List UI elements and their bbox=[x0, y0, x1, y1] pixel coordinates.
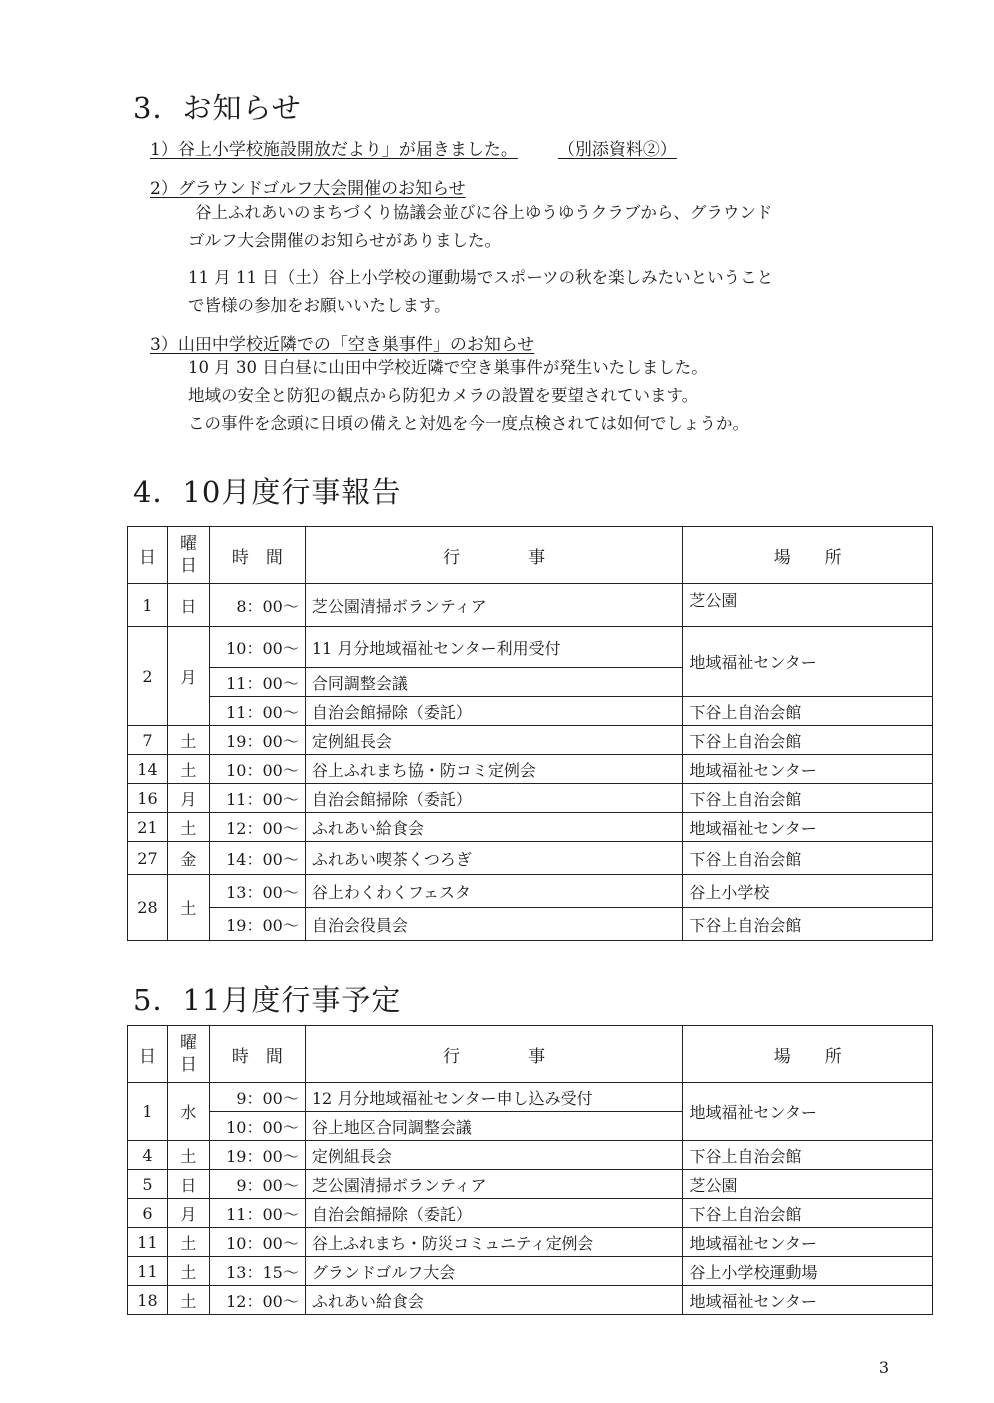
notice-2-line: で皆様の参加をお願いいたします。 bbox=[188, 296, 451, 315]
cell-time: 11：00～ bbox=[209, 668, 305, 697]
cell-place: 地域福祉センター bbox=[683, 627, 933, 697]
cell-event: 合同調整会議 bbox=[305, 668, 683, 697]
cell-time: 14：00～ bbox=[209, 842, 305, 875]
table-row bbox=[128, 908, 933, 941]
page-number: 3 bbox=[878, 1358, 889, 1377]
notice-1 bbox=[150, 135, 677, 160]
cell-weekday: 土 bbox=[167, 726, 209, 755]
cell-weekday: 土 bbox=[167, 1228, 209, 1257]
notice-2-line: 11 月 11 日（土）谷上小学校の運動場でスポーツの秋を楽しみたいということ bbox=[188, 268, 774, 287]
cell-place: 下谷上自治会館 bbox=[683, 784, 933, 813]
cell-event: 自治会館掃除（委託） bbox=[305, 784, 683, 813]
cell-event: 谷上ふれまち・防災コミュニティ定例会 bbox=[305, 1228, 683, 1257]
october-report-table bbox=[127, 526, 933, 941]
cell-event: 定例組長会 bbox=[305, 1141, 683, 1170]
cell-day: 18 bbox=[128, 1286, 168, 1315]
notice-3-line: 地域の安全と防犯の観点から防犯カメラの設置を要望されています。 bbox=[188, 386, 699, 405]
cell-day: 16 bbox=[128, 784, 168, 813]
header-weekday: 曜 日 bbox=[167, 1026, 209, 1083]
table-row bbox=[128, 1286, 933, 1315]
table-row bbox=[128, 1170, 933, 1199]
header-weekday: 曜 日 bbox=[167, 527, 209, 584]
cell-place: 地域福祉センター bbox=[683, 755, 933, 784]
cell-time: 9：00～ bbox=[209, 1083, 305, 1112]
cell-event: 谷上わくわくフェスタ bbox=[305, 875, 683, 908]
cell-weekday: 土 bbox=[167, 813, 209, 842]
table-row bbox=[128, 784, 933, 813]
cell-day: 11 bbox=[128, 1228, 168, 1257]
notice-2-line: ゴルフ大会開催のお知らせがありました。 bbox=[188, 231, 502, 250]
cell-weekday: 金 bbox=[167, 842, 209, 875]
table-row bbox=[128, 1141, 933, 1170]
header-time: 時 間 bbox=[209, 527, 305, 584]
cell-time: 13：15～ bbox=[209, 1257, 305, 1286]
cell-weekday: 月 bbox=[167, 1199, 209, 1228]
cell-weekday: 月 bbox=[167, 784, 209, 813]
cell-time: 12：00～ bbox=[209, 1286, 305, 1315]
cell-place: 谷上小学校 bbox=[683, 875, 933, 908]
cell-weekday: 土 bbox=[167, 1257, 209, 1286]
cell-time: 10：00～ bbox=[209, 1112, 305, 1141]
cell-place: 下谷上自治会館 bbox=[683, 726, 933, 755]
cell-time: 13：00～ bbox=[209, 875, 305, 908]
section3-title: 3．お知らせ bbox=[133, 91, 302, 125]
table-row bbox=[128, 1083, 933, 1112]
cell-event: ふれあい給食会 bbox=[305, 1286, 683, 1315]
section4-title: 4．10月度行事報告 bbox=[133, 475, 402, 509]
cell-time: 12：00～ bbox=[209, 813, 305, 842]
cell-time: 10：00～ bbox=[209, 755, 305, 784]
table-row bbox=[128, 726, 933, 755]
cell-time: 9：00～ bbox=[209, 1170, 305, 1199]
table-row bbox=[128, 697, 933, 726]
cell-time: 19：00～ bbox=[209, 726, 305, 755]
notice-3-label: 3）山田中学校近隣での「空き巣事件」のお知らせ bbox=[150, 335, 535, 355]
cell-place: 下谷上自治会館 bbox=[683, 697, 933, 726]
cell-day: 21 bbox=[128, 813, 168, 842]
table-header bbox=[128, 1026, 933, 1083]
cell-day: 1 bbox=[128, 584, 168, 627]
cell-weekday: 土 bbox=[167, 755, 209, 784]
cell-day: 27 bbox=[128, 842, 168, 875]
cell-day: 28 bbox=[128, 875, 168, 941]
cell-event: 11 月分地域福祉センター利用受付 bbox=[305, 627, 683, 668]
table-header bbox=[128, 527, 933, 584]
notice-1-label: 1）谷上小学校施設開放だより」が届きました。 bbox=[150, 140, 518, 160]
cell-time: 10：00～ bbox=[209, 1228, 305, 1257]
cell-place: 地域福祉センター bbox=[683, 1083, 933, 1141]
cell-place: 芝公園 bbox=[683, 1170, 933, 1199]
cell-day: 6 bbox=[128, 1199, 168, 1228]
cell-time: 11：00～ bbox=[209, 1199, 305, 1228]
cell-day: 11 bbox=[128, 1257, 168, 1286]
cell-time: 10：00～ bbox=[209, 627, 305, 668]
cell-time: 19：00～ bbox=[209, 1141, 305, 1170]
table-row bbox=[128, 813, 933, 842]
cell-day: 4 bbox=[128, 1141, 168, 1170]
cell-day: 1 bbox=[128, 1083, 168, 1141]
cell-weekday: 土 bbox=[167, 875, 209, 941]
cell-time: 19：00～ bbox=[209, 908, 305, 941]
header-event: 行 事 bbox=[305, 1026, 683, 1083]
cell-weekday: 土 bbox=[167, 1141, 209, 1170]
cell-place: 谷上小学校運動場 bbox=[683, 1257, 933, 1286]
cell-event: 定例組長会 bbox=[305, 726, 683, 755]
header-place: 場 所 bbox=[683, 1026, 933, 1083]
cell-place: 下谷上自治会館 bbox=[683, 908, 933, 941]
cell-weekday: 日 bbox=[167, 584, 209, 627]
cell-weekday: 日 bbox=[167, 1170, 209, 1199]
cell-event: ふれあい給食会 bbox=[305, 813, 683, 842]
cell-day: 7 bbox=[128, 726, 168, 755]
notice-2-label: 2）グラウンドゴルフ大会開催のお知らせ bbox=[150, 179, 466, 199]
cell-weekday: 土 bbox=[167, 1286, 209, 1315]
header-time: 時 間 bbox=[209, 1026, 305, 1083]
cell-event: 自治会館掃除（委託） bbox=[305, 697, 683, 726]
section5-title: 5．11月度行事予定 bbox=[133, 983, 402, 1017]
cell-event: 谷上ふれまち協・防コミ定例会 bbox=[305, 755, 683, 784]
cell-event: 芝公園清掃ボランティア bbox=[305, 1170, 683, 1199]
table-row bbox=[128, 1228, 933, 1257]
cell-event: グランドゴルフ大会 bbox=[305, 1257, 683, 1286]
header-event: 行 事 bbox=[305, 527, 683, 584]
cell-day: 14 bbox=[128, 755, 168, 784]
notice-2-line: 谷上ふれあいのまちづくり協議会並びに谷上ゆうゆうクラブから、グラウンド bbox=[195, 203, 773, 222]
cell-time: 8：00～ bbox=[209, 584, 305, 627]
cell-place: 下谷上自治会館 bbox=[683, 1199, 933, 1228]
table-row bbox=[128, 627, 933, 668]
table-row bbox=[128, 875, 933, 908]
table-row bbox=[128, 1199, 933, 1228]
notice-3-line: この事件を念頭に日頃の備えと対処を今一度点検されては如何でしょうか。 bbox=[188, 414, 749, 433]
cell-event: 芝公園清掃ボランティア bbox=[305, 584, 683, 627]
cell-place: 地域福祉センター bbox=[683, 1286, 933, 1315]
cell-day: 2 bbox=[128, 627, 168, 726]
cell-event: ふれあい喫茶くつろぎ bbox=[305, 842, 683, 875]
cell-weekday: 月 bbox=[167, 627, 209, 726]
cell-day: 5 bbox=[128, 1170, 168, 1199]
cell-place: 下谷上自治会館 bbox=[683, 842, 933, 875]
cell-weekday: 水 bbox=[167, 1083, 209, 1141]
header-day: 日 bbox=[128, 527, 168, 584]
table-row bbox=[128, 584, 933, 627]
cell-place: 下谷上自治会館 bbox=[683, 1141, 933, 1170]
header-place: 場 所 bbox=[683, 527, 933, 584]
cell-event: 自治会館掃除（委託） bbox=[305, 1199, 683, 1228]
table-row bbox=[128, 1257, 933, 1286]
cell-place: 芝公園 bbox=[683, 584, 933, 627]
table-row bbox=[128, 842, 933, 875]
header-day: 日 bbox=[128, 1026, 168, 1083]
cell-event: 12 月分地域福祉センター申し込み受付 bbox=[305, 1083, 683, 1112]
cell-event: 自治会役員会 bbox=[305, 908, 683, 941]
cell-event: 谷上地区合同調整会議 bbox=[305, 1112, 683, 1141]
notice-3-line: 10 月 30 日白昼に山田中学校近隣で空き巣事件が発生いたしました。 bbox=[188, 358, 708, 377]
cell-place: 地域福祉センター bbox=[683, 813, 933, 842]
table-row bbox=[128, 755, 933, 784]
cell-place: 地域福祉センター bbox=[683, 1228, 933, 1257]
notice-1-note: （別添資料②） bbox=[557, 140, 677, 160]
november-schedule-table bbox=[127, 1025, 933, 1315]
cell-time: 11：00～ bbox=[209, 697, 305, 726]
cell-time: 11：00～ bbox=[209, 784, 305, 813]
